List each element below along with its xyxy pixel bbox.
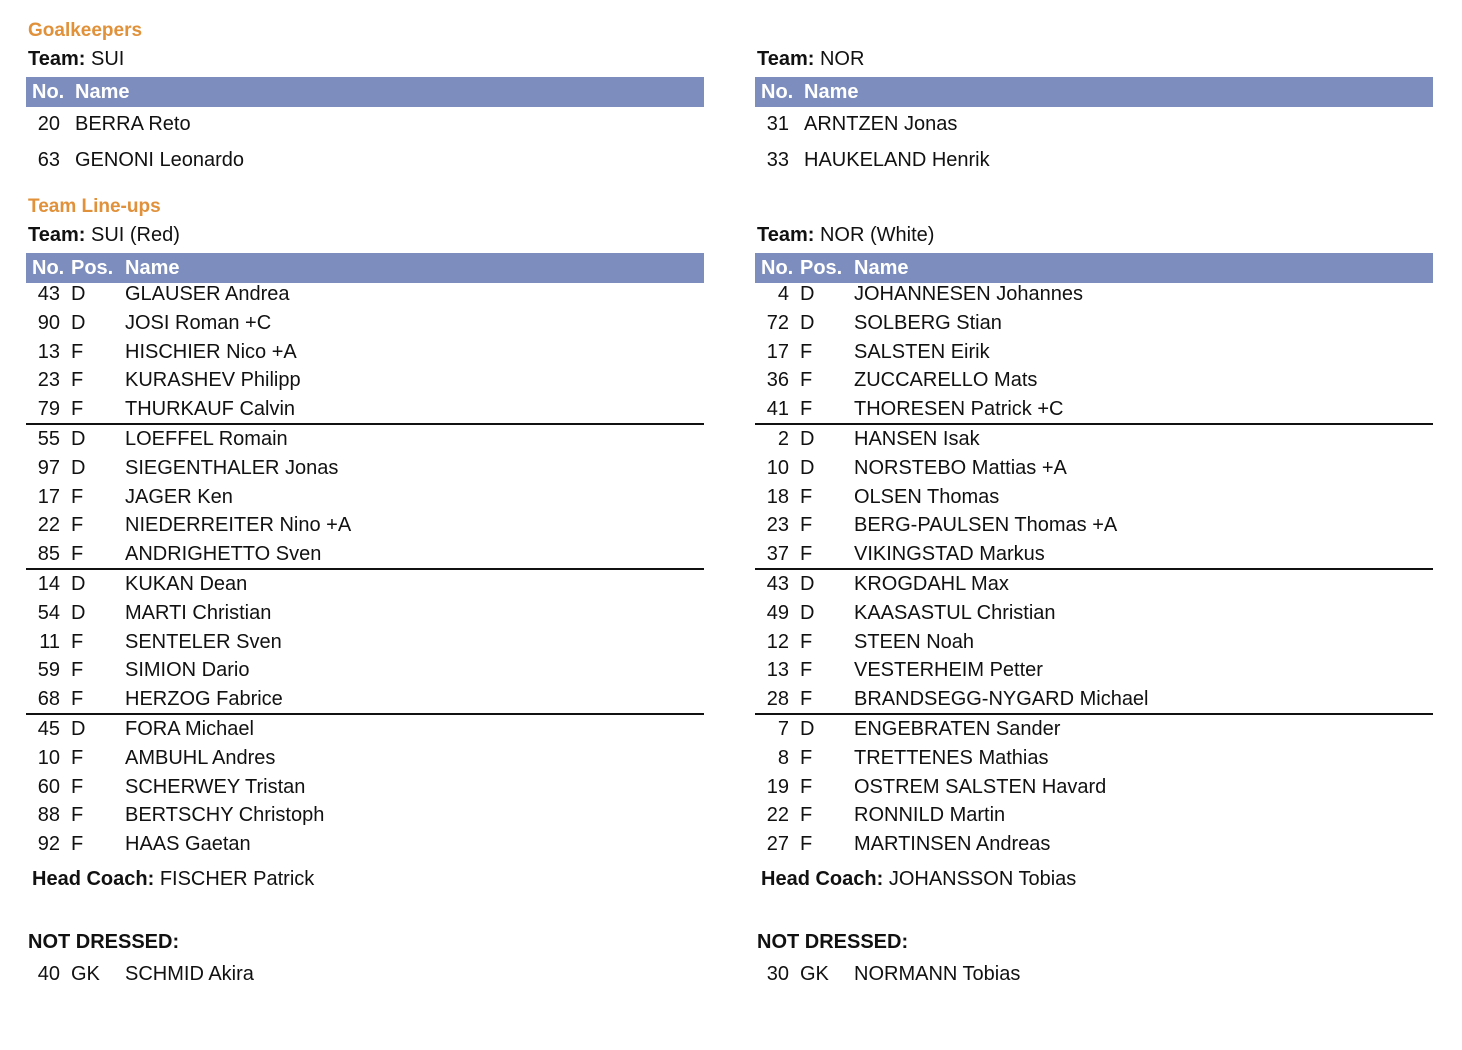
player-name: MARTI Christian [125, 601, 272, 624]
team-column [755, 0, 1433, 1050]
player-number: 37 [766, 543, 789, 566]
lineup-row [755, 425, 1433, 453]
player-name: HERZOG Fabrice [125, 688, 283, 711]
player-position: D [800, 428, 815, 450]
lineup-row [755, 570, 1433, 598]
player-name: SIEGENTHALER Jonas [125, 456, 339, 479]
head-coach-name: FISCHER Patrick [159, 868, 315, 890]
lineup-row [26, 540, 704, 568]
player-position: D [71, 311, 86, 334]
player-name: SENTELER Sven [125, 630, 282, 653]
player-number: 43 [37, 283, 60, 305]
player-number: 14 [37, 573, 60, 595]
team-column [26, 0, 704, 1050]
head-coach-label: Head Coach: [32, 868, 155, 890]
lineup-row [26, 599, 704, 627]
player-name: KROGDAHL Max [854, 573, 1009, 595]
header-no: No. [32, 257, 65, 279]
player-position: F [71, 833, 84, 856]
player-position: D [71, 428, 86, 450]
player-name: TRETTENES Mathias [854, 746, 1049, 769]
player-name: FORA Michael [125, 718, 254, 740]
lineup-row [755, 599, 1433, 627]
player-position: D [71, 718, 86, 740]
player-number: 20 [37, 113, 60, 135]
player-position: F [71, 485, 84, 508]
player-position: F [800, 369, 813, 392]
player-position: F [800, 659, 813, 682]
goalkeeper-row [755, 146, 1433, 174]
lineup-row [755, 628, 1433, 656]
player-number: 41 [766, 398, 789, 421]
player-name: NORMANN Tobias [854, 963, 1021, 985]
goalkeepers-table-header [26, 77, 704, 107]
player-number: 13 [37, 340, 60, 363]
header-pos: Pos. [800, 257, 843, 279]
player-name: MARTINSEN Andreas [854, 833, 1051, 856]
lineup-row [26, 685, 704, 713]
team-name: NOR [819, 48, 865, 70]
player-position: F [800, 485, 813, 508]
player-number: 2 [777, 428, 789, 450]
player-position: GK [800, 963, 829, 985]
player-number: 49 [766, 601, 789, 624]
player-number: 7 [777, 718, 789, 740]
goalkeepers-section-title: Goalkeepers [28, 20, 143, 41]
player-name: OSTREM SALSTEN Havard [854, 775, 1107, 798]
lineup-table-header [26, 253, 704, 283]
head-coach-name: JOHANSSON Tobias [888, 868, 1077, 890]
player-position: F [800, 340, 813, 363]
player-position: D [800, 718, 815, 740]
player-position: F [71, 398, 84, 421]
not-dressed-row [26, 960, 704, 988]
goalkeeper-row [26, 146, 704, 174]
player-position: F [800, 514, 813, 537]
lineups-section-title: Team Line-ups [28, 196, 161, 217]
head-coach [32, 868, 314, 891]
player-position: D [71, 283, 86, 305]
team-label-key: Team: [28, 224, 86, 246]
player-position: F [71, 340, 84, 363]
player-name: SCHERWEY Tristan [125, 775, 306, 798]
lineup-row [755, 280, 1433, 308]
lineup-row [755, 511, 1433, 539]
player-position: D [800, 456, 815, 479]
player-number: 11 [39, 630, 60, 653]
player-position: F [71, 746, 84, 769]
player-position: F [71, 630, 84, 653]
player-number: 63 [37, 149, 60, 171]
lineup-row [755, 366, 1433, 394]
lineup-row [755, 483, 1433, 511]
player-position: D [71, 456, 86, 479]
player-name: RONNILD Martin [854, 804, 1006, 827]
player-number: 10 [37, 746, 60, 769]
player-name: GENONI Leonardo [75, 149, 244, 171]
player-position: D [800, 283, 815, 305]
player-name: KAASASTUL Christian [854, 601, 1056, 624]
player-number: 92 [37, 833, 60, 856]
player-number: 23 [37, 369, 60, 392]
player-number: 60 [37, 775, 60, 798]
player-name: ANDRIGHETTO Sven [125, 543, 322, 566]
player-name: JAGER Ken [125, 485, 233, 508]
player-position: F [71, 659, 84, 682]
team-name: SUI [90, 48, 125, 70]
player-number: 19 [766, 775, 789, 798]
player-number: 97 [37, 456, 60, 479]
player-number: 13 [766, 659, 789, 682]
player-number: 27 [766, 833, 789, 856]
lineup-team-label [28, 224, 180, 247]
goalkeepers-team-label [757, 48, 864, 71]
team-name: SUI (Red) [90, 224, 180, 246]
not-dressed-row [755, 960, 1433, 988]
team-name: NOR (White) [819, 224, 935, 246]
header-name: Name [75, 81, 130, 103]
player-position: F [800, 804, 813, 827]
goalkeeper-row [26, 110, 704, 138]
player-number: 17 [37, 485, 60, 508]
goalkeepers-team-label [28, 48, 124, 71]
player-position: F [71, 804, 84, 827]
lineup-row [755, 830, 1433, 858]
player-number: 59 [37, 659, 60, 682]
lineup-row [26, 715, 704, 743]
player-name: ARNTZEN Jonas [804, 113, 958, 135]
player-name: THORESEN Patrick +C [854, 398, 1064, 421]
player-position: D [71, 601, 86, 624]
team-label-key: Team: [757, 48, 815, 70]
player-name: AMBUHL Andres [125, 746, 276, 769]
player-number: 30 [766, 963, 789, 985]
lineup-row [26, 570, 704, 598]
player-name: ZUCCARELLO Mats [854, 369, 1038, 392]
team-label-key: Team: [28, 48, 86, 70]
player-position: D [800, 601, 815, 624]
lineup-row [755, 801, 1433, 829]
lineup-row [26, 744, 704, 772]
player-position: D [800, 573, 815, 595]
player-number: 40 [37, 963, 60, 985]
header-no: No. [761, 81, 794, 103]
player-position: D [800, 311, 815, 334]
player-name: KUKAN Dean [125, 573, 248, 595]
player-number: 10 [766, 456, 789, 479]
lineup-row [26, 773, 704, 801]
player-name: KURASHEV Philipp [125, 369, 301, 392]
player-number: 54 [37, 601, 60, 624]
player-number: 12 [766, 630, 789, 653]
not-dressed-title: NOT DRESSED: [28, 931, 180, 953]
player-name: JOHANNESEN Johannes [854, 283, 1083, 305]
goalkeepers-table-header [755, 77, 1433, 107]
player-number: 18 [766, 485, 789, 508]
lineup-row [26, 656, 704, 684]
player-number: 4 [777, 283, 789, 305]
header-no: No. [761, 257, 794, 279]
not-dressed-title: NOT DRESSED: [757, 931, 909, 953]
goalkeeper-row [755, 110, 1433, 138]
player-number: 22 [766, 804, 789, 827]
player-name: BERTSCHY Christoph [125, 804, 325, 827]
player-position: F [800, 543, 813, 566]
player-number: 68 [37, 688, 60, 711]
player-position: F [71, 775, 84, 798]
player-position: F [800, 688, 813, 711]
player-position: F [800, 833, 813, 856]
player-number: 22 [37, 514, 60, 537]
player-name: BERG-PAULSEN Thomas +A [854, 514, 1118, 537]
lineup-row [26, 454, 704, 482]
player-name: BERRA Reto [75, 113, 191, 135]
head-coach [761, 868, 1076, 891]
player-number: 45 [37, 718, 60, 740]
player-position: F [71, 514, 84, 537]
lineup-row [26, 395, 704, 423]
player-name: LOEFFEL Romain [125, 428, 288, 450]
player-name: THURKAUF Calvin [125, 398, 296, 421]
player-name: VESTERHEIM Petter [854, 659, 1043, 682]
player-name: HANSEN Isak [854, 428, 980, 450]
player-name: OLSEN Thomas [854, 485, 1000, 508]
player-position: F [800, 746, 813, 769]
player-name: SALSTEN Eirik [854, 340, 990, 363]
player-number: 88 [37, 804, 60, 827]
player-position: GK [71, 963, 100, 985]
player-name: JOSI Roman +C [125, 311, 272, 334]
player-name: HAAS Gaetan [125, 833, 251, 856]
player-name: NIEDERREITER Nino +A [125, 514, 352, 537]
lineup-row [755, 540, 1433, 568]
player-position: F [71, 543, 84, 566]
lineup-row [755, 309, 1433, 337]
lineup-row [26, 280, 704, 308]
lineup-row [26, 338, 704, 366]
lineup-row [26, 483, 704, 511]
player-name: BRANDSEGG-NYGARD Michael [854, 688, 1149, 711]
lineup-row [755, 715, 1433, 743]
lineup-row [755, 454, 1433, 482]
header-name: Name [125, 257, 180, 279]
player-name: SIMION Dario [125, 659, 250, 682]
header-name: Name [854, 257, 909, 279]
player-number: 33 [766, 149, 789, 171]
player-position: D [71, 573, 86, 595]
lineup-row [755, 685, 1433, 713]
player-position: F [71, 688, 84, 711]
player-name: NORSTEBO Mattias +A [854, 456, 1067, 479]
player-number: 55 [37, 428, 60, 450]
lineup-row [26, 425, 704, 453]
player-name: STEEN Noah [854, 630, 975, 653]
player-position: F [71, 369, 84, 392]
lineup-row [755, 395, 1433, 423]
player-number: 17 [766, 340, 789, 363]
player-position: F [800, 775, 813, 798]
team-label-key: Team: [757, 224, 815, 246]
header-pos: Pos. [71, 257, 114, 279]
lineup-row [26, 801, 704, 829]
player-number: 36 [766, 369, 789, 392]
player-position: F [800, 398, 813, 421]
player-name: SCHMID Akira [125, 963, 254, 985]
lineup-row [26, 628, 704, 656]
player-number: 43 [766, 573, 789, 595]
head-coach-label: Head Coach: [761, 868, 884, 890]
player-number: 28 [766, 688, 789, 711]
lineup-table-header [755, 253, 1433, 283]
lineup-row [26, 830, 704, 858]
lineup-row [755, 744, 1433, 772]
lineup-row [755, 773, 1433, 801]
player-number: 31 [766, 113, 789, 135]
player-name: ENGEBRATEN Sander [854, 718, 1061, 740]
player-name: HISCHIER Nico +A [125, 340, 297, 363]
lineup-team-label [757, 224, 934, 247]
player-name: GLAUSER Andrea [125, 283, 290, 305]
player-number: 85 [37, 543, 60, 566]
header-name: Name [804, 81, 859, 103]
player-name: VIKINGSTAD Markus [854, 543, 1045, 566]
header-no: No. [32, 81, 65, 103]
player-name: SOLBERG Stian [854, 311, 1002, 334]
player-number: 23 [766, 514, 789, 537]
lineup-row [26, 511, 704, 539]
lineup-row [755, 338, 1433, 366]
player-number: 72 [766, 311, 789, 334]
player-position: F [800, 630, 813, 653]
player-number: 90 [37, 311, 60, 334]
player-name: HAUKELAND Henrik [804, 149, 990, 171]
player-number: 8 [777, 746, 789, 769]
lineup-row [26, 366, 704, 394]
lineup-row [755, 656, 1433, 684]
lineup-row [26, 309, 704, 337]
player-number: 79 [37, 398, 60, 421]
